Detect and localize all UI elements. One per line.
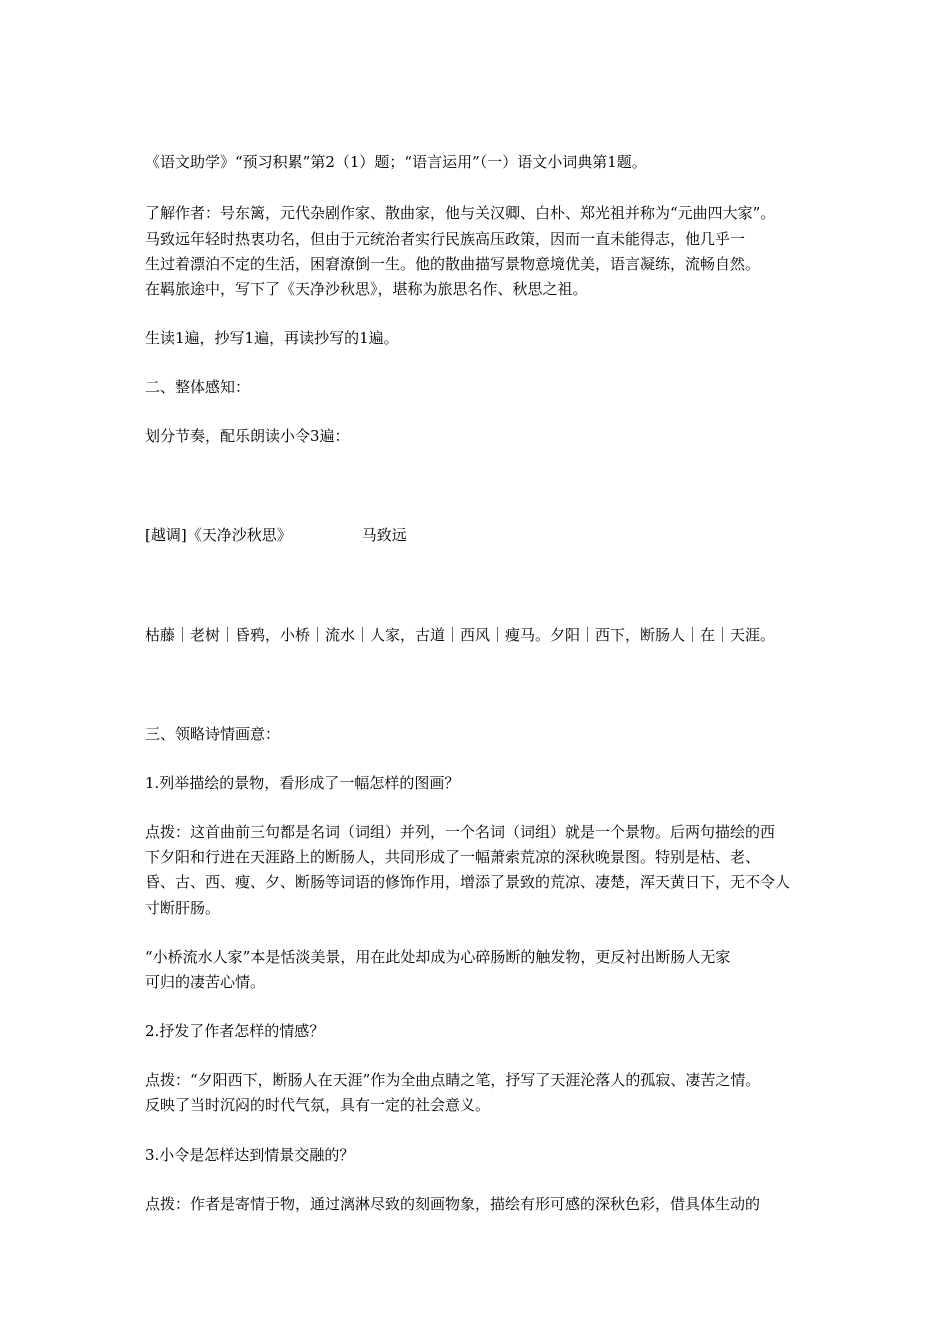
reading-instruction: 生读1遍，抄写1遍，再读抄写的1遍。 [145, 329, 399, 347]
rhythm-instruction: 划分节奏，配乐朗读小令3遍： [145, 427, 350, 445]
question-3: 3.小令是怎样达到情景交融的？ [145, 1146, 355, 1164]
answer-2-line-2: 反映了当时沉闷的时代气氛，具有一定的社会意义。 [145, 1096, 491, 1114]
section-2-heading: 二、整体感知： [145, 378, 251, 396]
answer-3-line-1: 点拨：作者是寄情于物，通过漓淋尽致的刻画物象，描绘有形可感的深秋色彩，借具体生动的 [145, 1195, 761, 1213]
author-intro-line-4: 在羁旅途中，写下了《天净沙秋思》，堪称为旅思名作、秋思之祖。 [145, 280, 588, 298]
answer-1b-line-1: “小桥流水人家”本是恬淡美景，用在此处却成为心碎肠断的触发物，更反衬出断肠人无家 [145, 948, 731, 966]
poem-header [145, 523, 407, 547]
answer-1-line-4: 寸断肝肠。 [145, 899, 221, 917]
answer-1-line-1: 点拨：这首曲前三句都是名词（词组）并列，一个名词（词组）就是一个景物。后两句描绘的西 [145, 823, 776, 841]
author-intro-line-3: 生过着漂泊不定的生活，困窘潦倒一生。他的散曲描写景物意境优美，语言凝练，流畅自然。 [145, 255, 761, 273]
answer-1-line-2: 下夕阳和行进在天涯路上的断肠人，共同形成了一幅萧索荒凉的深秋晚景图。特别是枯、老、 [145, 848, 761, 866]
question-1: 1.列举描绘的景物，看形成了一幅怎样的图画？ [145, 774, 460, 792]
answer-2-line-1: 点拨：“夕阳西下，断肠人在天涯”作为全曲点睛之笔，抒写了天涯沦落人的孤寂、凄苦之情。 [145, 1071, 761, 1089]
author-intro-line-2: 马致远年轻时热衷功名，但由于元统治者实行民族高压政策，因而一直未能得志，他几乎一 [145, 230, 746, 248]
poem-title: [越调]《天净沙秋思》 [145, 526, 292, 544]
poem-author: 马致远 [361, 526, 407, 544]
author-intro-line-1: 了解作者：号东篱，元代杂剧作家、散曲家，他与关汉卿、白朴、郑光祖并称为“元曲四大家”。 [145, 204, 776, 222]
answer-1-line-3: 昏、古、西、瘦、夕、断肠等词语的修饰作用，增添了景致的荒凉、凄楚，浑天黄日下，无不令人 [145, 873, 791, 891]
poem-text: 枯藤｜老树｜昏鸦，小桥｜流水｜人家，古道｜西风｜瘦马。夕阳｜西下，断肠人｜在｜天涯。 [145, 626, 776, 644]
section-3-heading: 三、领略诗情画意： [145, 725, 281, 743]
question-2: 2.抒发了作者怎样的情感？ [145, 1022, 325, 1040]
assignment-line: 《语文助学》“预习积累”第2（1）题；“语言运用”（一）语文小词典第1题。 [145, 153, 647, 171]
answer-1b-line-2: 可归的凄苦心情。 [145, 973, 266, 991]
